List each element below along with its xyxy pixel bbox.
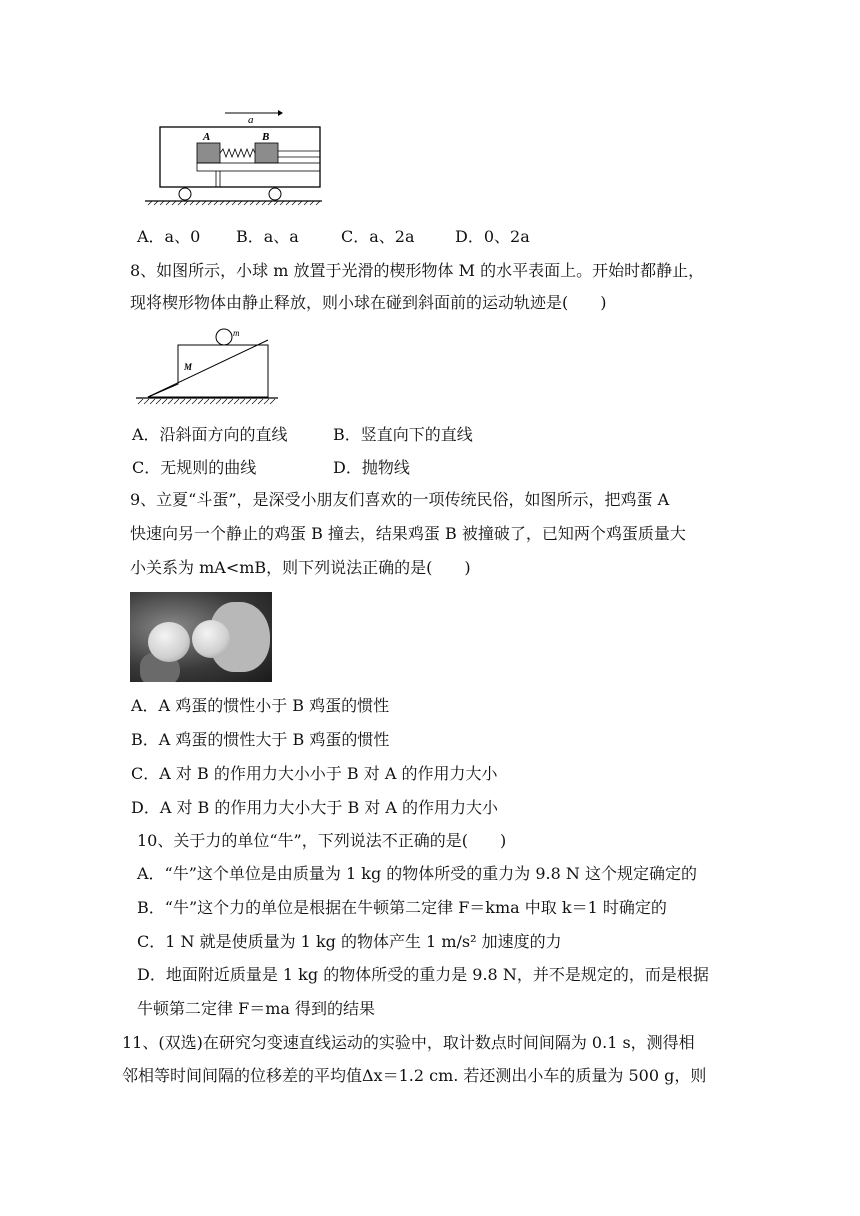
q10-option-a: A．“牛”这个单位是由质量为 1 kg 的物体所受的重力为 9.8 N 这个规定确定的 [137,864,697,883]
q8-option-d: D．抛物线 [333,458,410,477]
cart-spring-figure [140,105,330,211]
q8-option-a: A．沿斜面方向的直线 [132,425,288,444]
q8-stem-line-2: 现将楔形物体由静止释放，则小球在碰到斜面前的运动轨迹是( ) [130,293,607,312]
q7-option-a: A．a、0 [137,227,201,246]
q9-option-c: C．A 对 B 的作用力大小小于 B 对 A 的作用力大小 [131,764,498,783]
q8-option-c: C．无规则的曲线 [132,458,257,477]
egg-knocking-photo [130,592,272,682]
q10-option-d-continued: 牛顿第二定律 F＝ma 得到的结果 [137,999,375,1018]
q9-stem-line-2: 快速向另一个静止的鸡蛋 B 撞去，结果鸡蛋 B 被撞破了，已知两个鸡蛋质量大 [130,524,686,543]
ball-label: m [233,328,240,338]
q11-stem-line-1: 11、(双选)在研究匀变速直线运动的实验中，取计数点时间间隔为 0.1 s，测得相 [122,1033,695,1052]
q10-option-b: B．“牛”这个力的单位是根据在牛顿第二定律 F＝kma 中取 k＝1 时确定的 [137,898,667,917]
q11-stem-line-2: 邻相等时间间隔的位移差的平均值Δx＝1.2 cm. 若还测出小车的质量为 500 g，则 [122,1066,707,1085]
q9-option-d: D．A 对 B 的作用力大小大于 B 对 A 的作用力大小 [131,798,499,817]
block-b-label: B [262,131,270,143]
q8-option-b: B．竖直向下的直线 [333,425,473,444]
q10-stem: 10、关于力的单位“牛”，下列说法不正确的是( ) [137,831,507,850]
q10-option-d: D．地面附近质量是 1 kg 的物体所受的重力是 9.8 N，并不是规定的，而是根据 [137,965,709,984]
q7-option-b: B．a、a [236,227,299,246]
q9-option-b: B．A 鸡蛋的惯性大于 B 鸡蛋的惯性 [131,730,390,749]
q9-option-a: A．A 鸡蛋的惯性小于 B 鸡蛋的惯性 [131,696,390,715]
block-a-label: A [203,131,211,143]
q9-stem-line-3: 小关系为 mA<mB，则下列说法正确的是( ) [130,558,471,577]
q9-stem-line-1: 9、立夏“斗蛋”，是深受小朋友们喜欢的一项传统民俗，如图所示，把鸡蛋 A [130,490,670,509]
wedge-ball-figure [132,326,282,410]
q7-option-c: C．a、2a [341,227,415,246]
q7-option-d: D．0、2a [455,227,530,246]
wedge-label: M [184,362,193,372]
q8-stem-line-1: 8、如图所示，小球 m 放置于光滑的楔形物体 M 的水平表面上。开始时都静止， [130,261,705,280]
accel-label: a [248,114,254,126]
q10-option-c: C．1 N 就是使质量为 1 kg 的物体产生 1 m/s² 加速度的力 [137,932,562,951]
